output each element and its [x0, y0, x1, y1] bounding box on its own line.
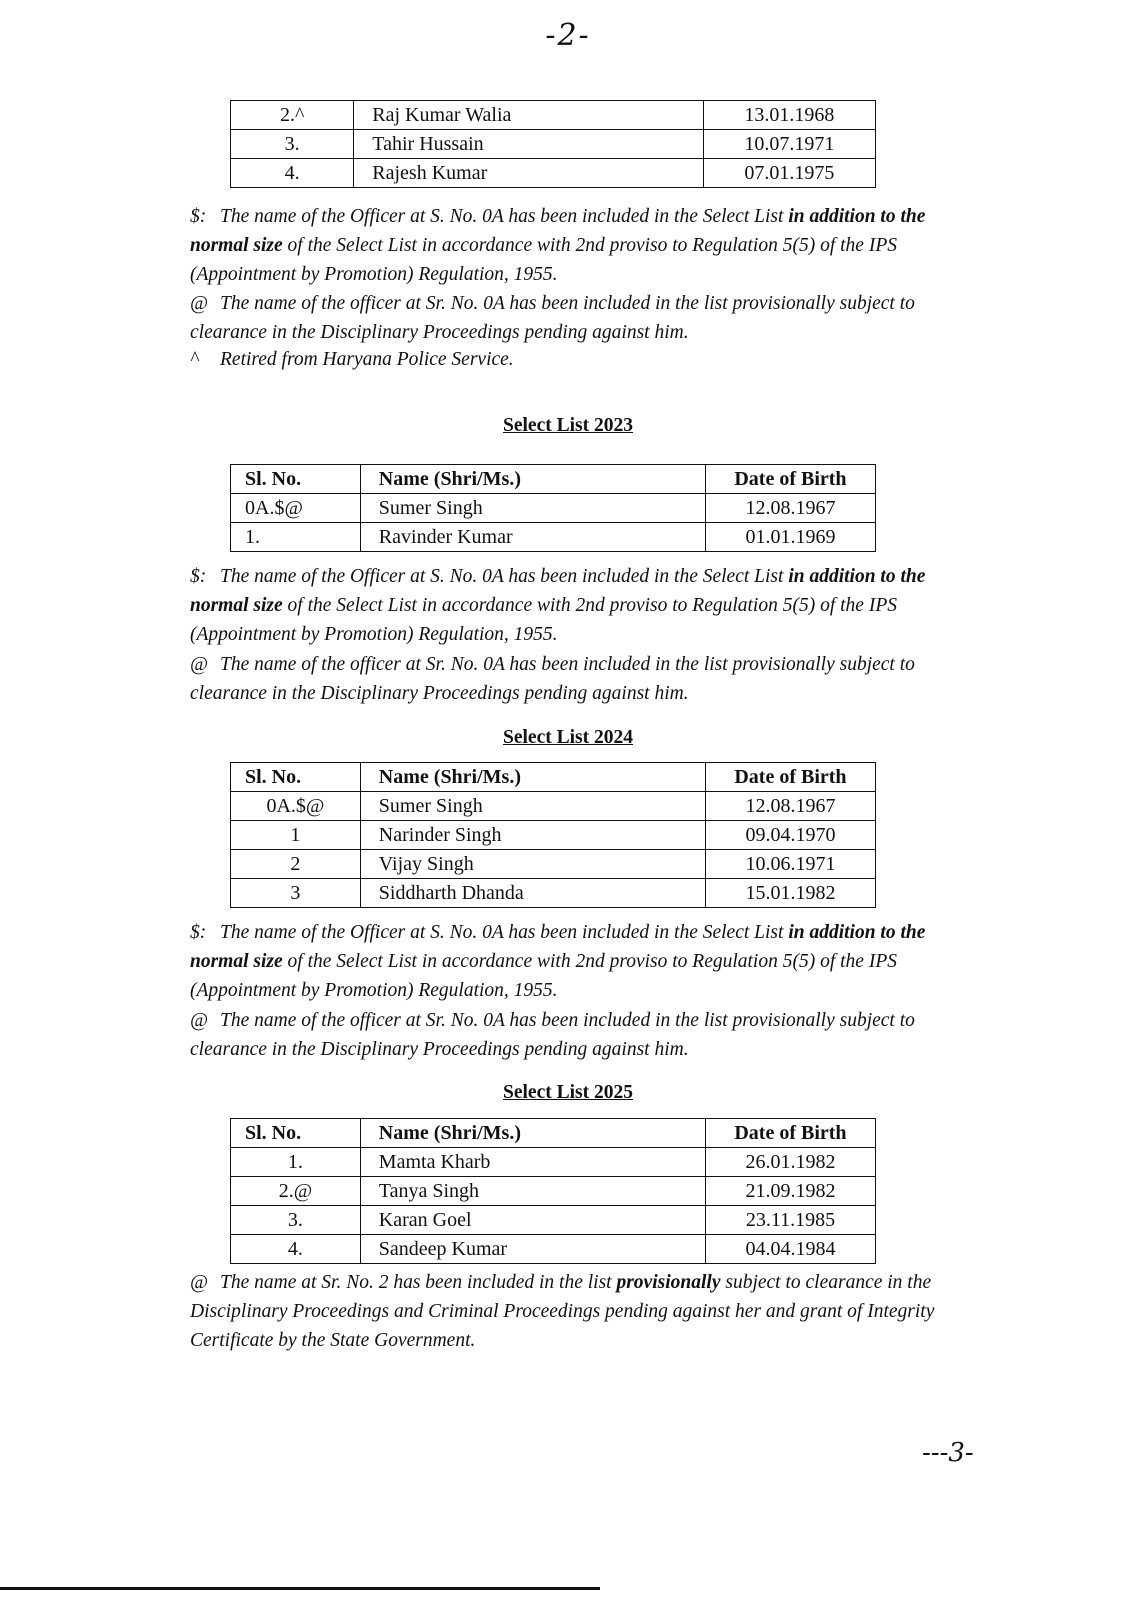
name-cell: Tanya Singh	[360, 1177, 705, 1206]
header-dob: Date of Birth	[705, 1119, 875, 1148]
dob-cell: 15.01.1982	[705, 879, 875, 908]
table-row	[231, 159, 876, 188]
sl-no-cell: 0A.$@	[231, 792, 361, 821]
footnote-symbol: @	[190, 654, 208, 675]
name-cell: Narinder Singh	[360, 821, 705, 850]
table-row	[231, 850, 876, 879]
footnote-text: of the Select List in accordance with 2nd proviso to Regulation 5(5) of the IPS (Appointment by Promotion) Regulation, 1955.	[190, 235, 897, 285]
footnote-at	[190, 1006, 980, 1064]
select-list-2025-heading: Select List 2025	[503, 1082, 633, 1103]
select-list-2025-table	[230, 1118, 876, 1264]
dob-cell: 23.11.1985	[705, 1206, 875, 1235]
table-row	[231, 1235, 876, 1264]
dob-cell: 09.04.1970	[705, 821, 875, 850]
footnote-dollar	[190, 562, 980, 649]
sl-no-cell: 3.	[231, 1206, 361, 1235]
page-number: -2-	[545, 18, 591, 53]
name-cell: Rajesh Kumar	[354, 159, 704, 188]
header-name: Name (Shri/Ms.)	[360, 1119, 705, 1148]
name-cell: Raj Kumar Walia	[354, 101, 704, 130]
dob-cell: 26.01.1982	[705, 1148, 875, 1177]
footnote-text: of the Select List in accordance with 2nd proviso to Regulation 5(5) of the IPS (Appointment by Promotion) Regulation, 1955.	[190, 951, 897, 1001]
footnote-dollar	[190, 918, 980, 1005]
table-row	[231, 101, 876, 130]
name-cell: Ravinder Kumar	[360, 523, 705, 552]
sl-no-cell: 1.	[231, 523, 361, 552]
header-dob: Date of Birth	[705, 465, 875, 494]
name-cell: Sumer Singh	[360, 792, 705, 821]
dob-cell: 21.09.1982	[705, 1177, 875, 1206]
name-cell: Siddharth Dhanda	[360, 879, 705, 908]
select-list-2023-table	[230, 464, 876, 552]
footnote-text: The name of the Officer at S. No. 0A has been included in the Select List	[220, 206, 789, 227]
footnote-bold-text: in addition to the normal size	[190, 206, 926, 256]
table-row	[231, 523, 876, 552]
table-row	[231, 1206, 876, 1235]
header-name: Name (Shri/Ms.)	[360, 763, 705, 792]
page-bottom-rule	[0, 1587, 600, 1590]
footnote-bold-text: in addition to the normal size	[190, 566, 926, 616]
name-cell: Sumer Singh	[360, 494, 705, 523]
name-cell: Karan Goel	[360, 1206, 705, 1235]
name-cell: Tahir Hussain	[354, 130, 704, 159]
select-list-2024-table	[230, 762, 876, 908]
name-cell: Mamta Kharb	[360, 1148, 705, 1177]
dob-cell: 13.01.1968	[703, 101, 875, 130]
table-header-row	[231, 1119, 876, 1148]
footnote-at	[190, 289, 980, 347]
footnote-text: The name of the Officer at S. No. 0A has been included in the Select List	[220, 566, 789, 587]
footnote-text: The name of the officer at Sr. No. 0A has been included in the list provisionally subject to clearance in the Disciplinary Proceedings pending against him.	[190, 1010, 915, 1060]
name-cell: Sandeep Kumar	[360, 1235, 705, 1264]
sl-no-cell: 4.	[231, 159, 354, 188]
table-header-row	[231, 763, 876, 792]
footnote-symbol: $:	[190, 206, 207, 227]
header-sl-no: Sl. No.	[231, 465, 361, 494]
header-name: Name (Shri/Ms.)	[360, 465, 705, 494]
table-row	[231, 1148, 876, 1177]
footnote-text: The name at Sr. No. 2 has been included in the list	[220, 1272, 617, 1293]
footnote-text: subject to clearance in the Disciplinary Proceedings and Criminal Proceedings pending against her and grant of Integrity Certificate by the State Government.	[190, 1272, 935, 1351]
footnote-bold-text: in addition to the normal size	[190, 922, 926, 972]
table-header-row	[231, 465, 876, 494]
footnote-symbol: $:	[190, 922, 207, 943]
footnote-symbol: @	[190, 1010, 208, 1031]
dob-cell: 10.07.1971	[703, 130, 875, 159]
sl-no-cell: 0A.$@	[231, 494, 361, 523]
header-sl-no: Sl. No.	[231, 763, 361, 792]
footnote-at	[190, 1268, 980, 1355]
sl-no-cell: 3.	[231, 130, 354, 159]
footnote-symbol: ^	[190, 349, 199, 370]
sl-no-cell: 4.	[231, 1235, 361, 1264]
dob-cell: 01.01.1969	[705, 523, 875, 552]
footnote-symbol: @	[190, 1272, 208, 1293]
header-sl-no: Sl. No.	[231, 1119, 361, 1148]
select-list-2023-heading: Select List 2023	[503, 415, 633, 436]
footnote-caret	[190, 345, 980, 374]
table-row	[231, 494, 876, 523]
table-row	[231, 130, 876, 159]
dob-cell: 04.04.1984	[705, 1235, 875, 1264]
dob-cell: 12.08.1967	[705, 792, 875, 821]
footnote-text: The name of the officer at Sr. No. 0A has been included in the list provisionally subject to clearance in the Disciplinary Proceedings pending against him.	[190, 654, 915, 704]
footnote-text: The name of the Officer at S. No. 0A has been included in the Select List	[220, 922, 789, 943]
sl-no-cell: 1	[231, 821, 361, 850]
footnote-dollar	[190, 202, 980, 289]
dob-cell: 07.01.1975	[703, 159, 875, 188]
dob-cell: 10.06.1971	[705, 850, 875, 879]
name-cell: Vijay Singh	[360, 850, 705, 879]
footnote-at	[190, 650, 980, 708]
table-row	[231, 821, 876, 850]
footnote-symbol: $:	[190, 566, 207, 587]
sl-no-cell: 2.@	[231, 1177, 361, 1206]
footnote-text: The name of the officer at Sr. No. 0A has been included in the list provisionally subject to clearance in the Disciplinary Proceedings pending against him.	[190, 293, 915, 343]
footnote-text: Retired from Haryana Police Service.	[220, 349, 514, 370]
sl-no-cell: 2	[231, 850, 361, 879]
sl-no-cell: 3	[231, 879, 361, 908]
footnote-text: of the Select List in accordance with 2nd proviso to Regulation 5(5) of the IPS (Appointment by Promotion) Regulation, 1955.	[190, 595, 897, 645]
continuation-page-marker: ---3-	[922, 1438, 974, 1468]
dob-cell: 12.08.1967	[705, 494, 875, 523]
header-dob: Date of Birth	[705, 763, 875, 792]
continuation-table	[230, 100, 876, 188]
select-list-2024-heading: Select List 2024	[503, 727, 633, 748]
sl-no-cell: 1.	[231, 1148, 361, 1177]
footnote-bold-text: provisionally	[616, 1272, 721, 1293]
table-row	[231, 1177, 876, 1206]
table-row	[231, 879, 876, 908]
sl-no-cell: 2.^	[231, 101, 354, 130]
footnote-symbol: @	[190, 293, 208, 314]
table-row	[231, 792, 876, 821]
